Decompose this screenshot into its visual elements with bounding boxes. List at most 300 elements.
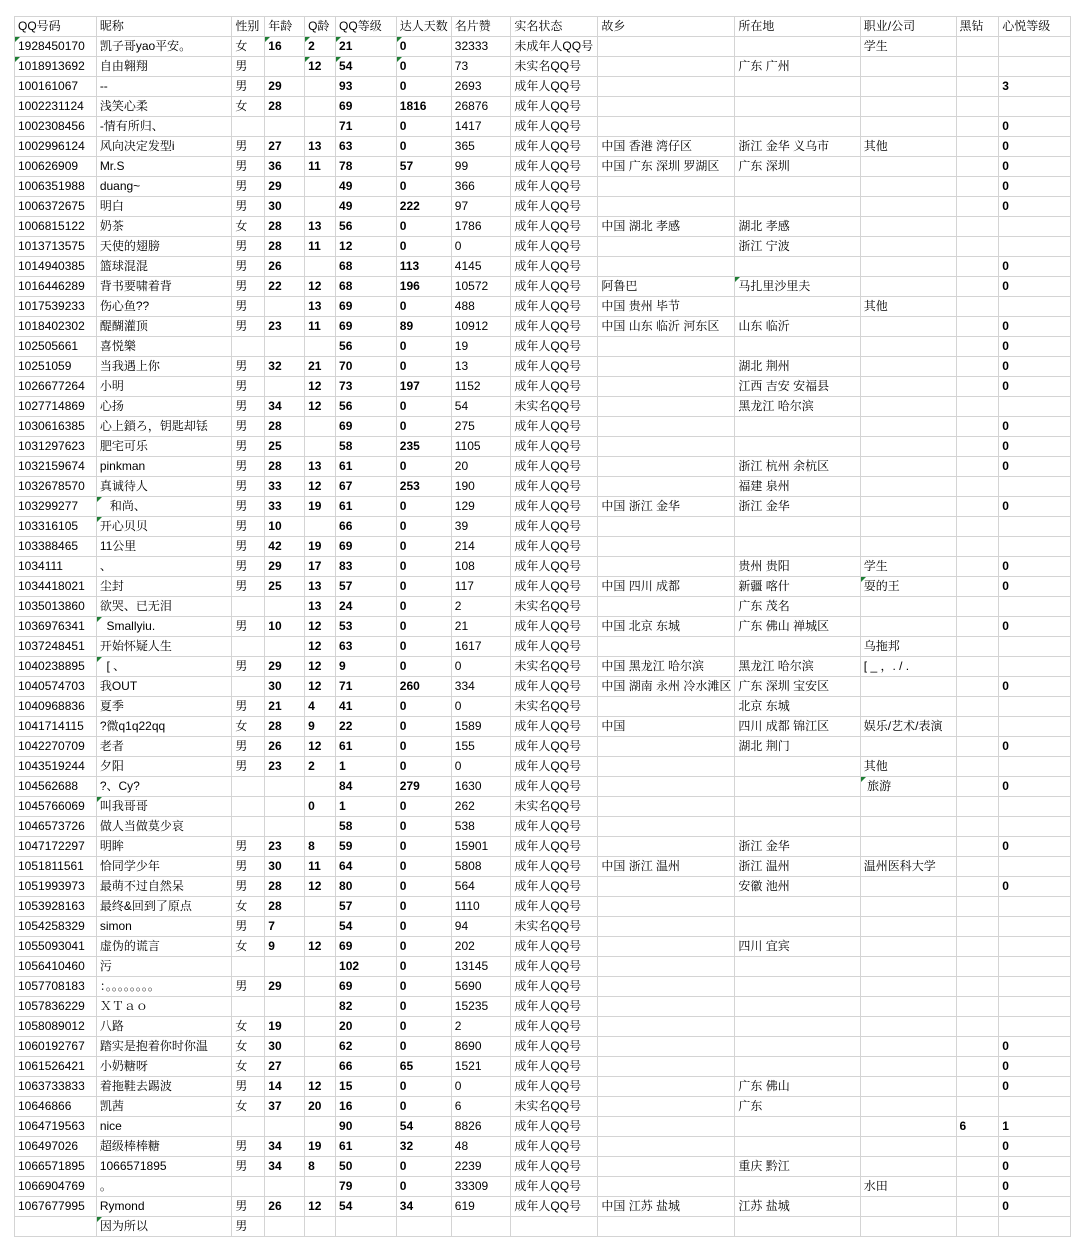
cell[interactable]: 0 — [999, 177, 1071, 197]
cell[interactable]: 阿鲁巴 — [598, 277, 735, 297]
cell[interactable]: 夏季 — [96, 697, 232, 717]
cell[interactable] — [956, 1077, 999, 1097]
cell[interactable]: 女 — [232, 1017, 265, 1037]
cell[interactable]: 男 — [232, 457, 265, 477]
column-header[interactable]: 实名状态 — [511, 17, 598, 37]
cell[interactable] — [735, 997, 860, 1017]
cell[interactable] — [999, 217, 1071, 237]
cell[interactable]: 39 — [451, 517, 511, 537]
cell[interactable] — [305, 977, 336, 997]
cell[interactable]: 58 — [336, 437, 397, 457]
cell[interactable]: 我OUT — [96, 677, 232, 697]
cell[interactable] — [860, 257, 956, 277]
cell[interactable]: 0 — [396, 1097, 451, 1117]
cell[interactable]: 成年人QQ号 — [511, 477, 598, 497]
cell[interactable]: 0 — [396, 337, 451, 357]
cell[interactable] — [956, 177, 999, 197]
cell[interactable]: 34 — [265, 1157, 305, 1177]
cell[interactable]: 26 — [265, 257, 305, 277]
column-header[interactable]: QQ号码 — [15, 17, 97, 37]
cell[interactable]: 69 — [336, 537, 397, 557]
cell[interactable] — [265, 777, 305, 797]
column-header[interactable]: 心悦等级 — [999, 17, 1071, 37]
cell[interactable]: 成年人QQ号 — [511, 497, 598, 517]
cell[interactable] — [451, 1217, 511, 1237]
cell[interactable]: 男 — [232, 1077, 265, 1097]
cell[interactable]: 1026677264 — [15, 377, 97, 397]
cell[interactable]: 1046573726 — [15, 817, 97, 837]
cell[interactable] — [265, 797, 305, 817]
cell[interactable] — [735, 1017, 860, 1037]
cell[interactable]: ：。。。。。。。。 — [96, 977, 232, 997]
cell[interactable]: 1037248451 — [15, 637, 97, 657]
cell[interactable] — [860, 537, 956, 557]
cell[interactable] — [956, 477, 999, 497]
cell[interactable] — [860, 1037, 956, 1057]
cell[interactable]: 成年人QQ号 — [511, 757, 598, 777]
cell[interactable] — [956, 417, 999, 437]
cell[interactable]: 23 — [265, 757, 305, 777]
cell[interactable]: 48 — [451, 1137, 511, 1157]
cell[interactable]: 202 — [451, 937, 511, 957]
cell[interactable]: 488 — [451, 297, 511, 317]
cell[interactable]: 0 — [451, 757, 511, 777]
cell[interactable] — [860, 797, 956, 817]
cell[interactable]: 1786 — [451, 217, 511, 237]
cell[interactable]: 0 — [451, 657, 511, 677]
cell[interactable]: 0 — [396, 297, 451, 317]
cell[interactable] — [598, 97, 735, 117]
cell[interactable]: 未实名QQ号 — [511, 917, 598, 937]
cell[interactable] — [956, 77, 999, 97]
cell[interactable]: 0 — [999, 377, 1071, 397]
cell[interactable] — [956, 797, 999, 817]
cell[interactable] — [598, 937, 735, 957]
cell[interactable] — [999, 697, 1071, 717]
cell[interactable] — [735, 1137, 860, 1157]
cell[interactable]: 1589 — [451, 717, 511, 737]
cell[interactable]: 54 — [451, 397, 511, 417]
cell[interactable]: 1816 — [396, 97, 451, 117]
cell[interactable] — [598, 477, 735, 497]
cell[interactable]: 成年人QQ号 — [511, 897, 598, 917]
cell[interactable]: 6 — [451, 1097, 511, 1117]
cell[interactable]: 21 — [265, 697, 305, 717]
cell[interactable]: 1067677995 — [15, 1197, 97, 1217]
cell[interactable]: 成年人QQ号 — [511, 637, 598, 657]
cell[interactable]: 102 — [336, 957, 397, 977]
cell[interactable] — [860, 1017, 956, 1037]
cell[interactable]: 50 — [336, 1157, 397, 1177]
cell[interactable]: 25 — [265, 437, 305, 457]
cell[interactable]: 260 — [396, 677, 451, 697]
cell[interactable]: 未成年人QQ号 — [511, 37, 598, 57]
cell[interactable] — [232, 677, 265, 697]
cell[interactable]: 0 — [999, 557, 1071, 577]
cell[interactable]: 41 — [336, 697, 397, 717]
cell[interactable] — [956, 957, 999, 977]
cell[interactable] — [956, 297, 999, 317]
cell[interactable] — [956, 977, 999, 997]
cell[interactable]: 63 — [336, 137, 397, 157]
cell[interactable] — [735, 1117, 860, 1137]
cell[interactable]: 93 — [336, 77, 397, 97]
cell[interactable]: 成年人QQ号 — [511, 237, 598, 257]
cell[interactable]: 21 — [451, 617, 511, 637]
cell[interactable]: 69 — [336, 937, 397, 957]
cell[interactable]: 0 — [396, 457, 451, 477]
cell[interactable]: 0 — [999, 497, 1071, 517]
cell[interactable]: 未实名QQ号 — [511, 797, 598, 817]
cell[interactable] — [860, 737, 956, 757]
cell[interactable] — [956, 577, 999, 597]
cell[interactable] — [735, 37, 860, 57]
cell[interactable]: 97 — [451, 197, 511, 217]
cell[interactable]: 54 — [336, 57, 397, 77]
cell[interactable] — [232, 997, 265, 1017]
cell[interactable] — [956, 557, 999, 577]
cell[interactable]: 9 — [265, 937, 305, 957]
cell[interactable] — [598, 1117, 735, 1137]
cell[interactable]: 69 — [336, 977, 397, 997]
cell[interactable] — [735, 77, 860, 97]
cell[interactable]: 13 — [305, 597, 336, 617]
cell[interactable] — [598, 1157, 735, 1177]
cell[interactable]: 49 — [336, 177, 397, 197]
cell[interactable]: 男 — [232, 137, 265, 157]
cell[interactable]: 1036976341 — [15, 617, 97, 637]
cell[interactable] — [735, 537, 860, 557]
cell[interactable]: 0 — [396, 557, 451, 577]
cell[interactable]: 71 — [336, 117, 397, 137]
cell[interactable]: 10912 — [451, 317, 511, 337]
column-header[interactable]: 年龄 — [265, 17, 305, 37]
cell[interactable]: 57 — [396, 157, 451, 177]
cell[interactable]: 1060192767 — [15, 1037, 97, 1057]
cell[interactable]: 中国 湖北 孝感 — [598, 217, 735, 237]
cell[interactable]: 12 — [305, 737, 336, 757]
cell[interactable] — [265, 1177, 305, 1197]
cell[interactable] — [860, 677, 956, 697]
cell[interactable] — [956, 777, 999, 797]
cell[interactable]: 17 — [305, 557, 336, 577]
cell[interactable]: 89 — [396, 317, 451, 337]
cell[interactable] — [956, 937, 999, 957]
cell[interactable]: 1057708183 — [15, 977, 97, 997]
cell[interactable] — [860, 617, 956, 637]
cell[interactable]: 279 — [396, 777, 451, 797]
cell[interactable]: 0 — [451, 697, 511, 717]
cell[interactable]: 未实名QQ号 — [511, 697, 598, 717]
cell[interactable]: 0 — [999, 137, 1071, 157]
cell[interactable]: 564 — [451, 877, 511, 897]
cell[interactable]: 浙江 金华 — [735, 837, 860, 857]
cell[interactable] — [265, 1117, 305, 1137]
cell[interactable] — [860, 97, 956, 117]
cell[interactable]: 334 — [451, 677, 511, 697]
cell[interactable]: 成年人QQ号 — [511, 157, 598, 177]
cell[interactable]: 1521 — [451, 1057, 511, 1077]
cell[interactable] — [999, 97, 1071, 117]
cell[interactable]: 79 — [336, 1177, 397, 1197]
cell[interactable]: 未实名QQ号 — [511, 397, 598, 417]
cell[interactable]: 其他 — [860, 297, 956, 317]
cell[interactable]: 22 — [265, 277, 305, 297]
cell[interactable]: 做人当做莫少哀 — [96, 817, 232, 837]
cell[interactable]: 中国 浙江 金华 — [598, 497, 735, 517]
cell[interactable]: 8 — [305, 1157, 336, 1177]
cell[interactable]: 0 — [999, 1177, 1071, 1197]
cell[interactable]: 浙江 杭州 余杭区 — [735, 457, 860, 477]
cell[interactable]: 男 — [232, 257, 265, 277]
cell[interactable] — [860, 437, 956, 457]
cell[interactable]: 34 — [265, 397, 305, 417]
cell[interactable]: 1014940385 — [15, 257, 97, 277]
cell[interactable]: 56 — [336, 217, 397, 237]
cell[interactable] — [735, 1037, 860, 1057]
cell[interactable]: 0 — [451, 1077, 511, 1097]
cell[interactable]: 0 — [396, 637, 451, 657]
cell[interactable]: 男 — [232, 1157, 265, 1177]
cell[interactable]: 56 — [336, 337, 397, 357]
cell[interactable]: 成年人QQ号 — [511, 457, 598, 477]
cell[interactable]: 喜悦樂 — [96, 337, 232, 357]
cell[interactable]: 1066571895 — [15, 1157, 97, 1177]
cell[interactable] — [956, 97, 999, 117]
cell[interactable] — [598, 697, 735, 717]
cell[interactable]: 天使的翅膀 — [96, 237, 232, 257]
cell[interactable] — [860, 497, 956, 517]
cell[interactable]: 1047172297 — [15, 837, 97, 857]
cell[interactable]: 0 — [999, 677, 1071, 697]
cell[interactable]: 28 — [265, 97, 305, 117]
cell[interactable] — [735, 337, 860, 357]
cell[interactable]: 伤心鱼?? — [96, 297, 232, 317]
cell[interactable]: 275 — [451, 417, 511, 437]
cell[interactable]: 0 — [396, 57, 451, 77]
cell[interactable] — [598, 57, 735, 77]
cell[interactable]: 28 — [265, 217, 305, 237]
cell[interactable]: 广东 深圳 宝安区 — [735, 677, 860, 697]
cell[interactable]: 190 — [451, 477, 511, 497]
cell[interactable]: 男 — [232, 857, 265, 877]
cell[interactable]: 15235 — [451, 997, 511, 1017]
cell[interactable]: 成年人QQ号 — [511, 857, 598, 877]
cell[interactable] — [999, 637, 1071, 657]
cell[interactable]: 0 — [396, 397, 451, 417]
cell[interactable] — [999, 897, 1071, 917]
cell[interactable]: 103316105 — [15, 517, 97, 537]
cell[interactable] — [305, 777, 336, 797]
cell[interactable]: 成年人QQ号 — [511, 317, 598, 337]
cell[interactable]: 27 — [265, 137, 305, 157]
cell[interactable]: 1040968836 — [15, 697, 97, 717]
cell[interactable] — [956, 497, 999, 517]
cell[interactable]: 0 — [999, 617, 1071, 637]
cell[interactable] — [598, 957, 735, 977]
cell[interactable] — [860, 1057, 956, 1077]
cell[interactable] — [860, 417, 956, 437]
cell[interactable]: 1152 — [451, 377, 511, 397]
cell[interactable] — [305, 997, 336, 1017]
cell[interactable]: 恰同学少年 — [96, 857, 232, 877]
cell[interactable]: 成年人QQ号 — [511, 297, 598, 317]
cell[interactable]: 0 — [396, 897, 451, 917]
cell[interactable]: 13 — [305, 297, 336, 317]
cell[interactable] — [265, 957, 305, 977]
cell[interactable] — [265, 377, 305, 397]
cell[interactable]: 30 — [265, 677, 305, 697]
cell[interactable]: 12 — [305, 637, 336, 657]
cell[interactable]: 0 — [396, 817, 451, 837]
cell[interactable]: 叫我哥哥 — [96, 797, 232, 817]
cell[interactable] — [232, 777, 265, 797]
cell[interactable]: duang~ — [96, 177, 232, 197]
cell[interactable]: 1051811561 — [15, 857, 97, 877]
cell[interactable]: 0 — [396, 1077, 451, 1097]
cell[interactable]: 0 — [396, 857, 451, 877]
cell[interactable]: 0 — [999, 837, 1071, 857]
cell[interactable]: 26876 — [451, 97, 511, 117]
cell[interactable]: 129 — [451, 497, 511, 517]
cell[interactable]: 0 — [999, 1157, 1071, 1177]
cell[interactable]: 女 — [232, 97, 265, 117]
cell[interactable] — [860, 477, 956, 497]
cell[interactable]: 0 — [396, 957, 451, 977]
cell[interactable] — [305, 77, 336, 97]
cell[interactable]: 1928450170 — [15, 37, 97, 57]
cell[interactable]: 成年人QQ号 — [511, 937, 598, 957]
cell[interactable]: 马扎里沙里夫 — [735, 277, 860, 297]
cell[interactable]: 成年人QQ号 — [511, 177, 598, 197]
cell[interactable]: 成年人QQ号 — [511, 817, 598, 837]
cell[interactable]: 男 — [232, 477, 265, 497]
cell[interactable] — [999, 237, 1071, 257]
cell[interactable]: 湖北 孝感 — [735, 217, 860, 237]
cell[interactable] — [956, 877, 999, 897]
cell[interactable]: 11 — [305, 157, 336, 177]
cell[interactable] — [232, 1177, 265, 1197]
cell[interactable]: 未实名QQ号 — [511, 657, 598, 677]
cell[interactable]: 4 — [305, 697, 336, 717]
cell[interactable] — [735, 197, 860, 217]
cell[interactable] — [598, 597, 735, 617]
cell[interactable]: 成年人QQ号 — [511, 417, 598, 437]
cell[interactable]: 成年人QQ号 — [511, 877, 598, 897]
cell[interactable]: [ 、 — [96, 657, 232, 677]
cell[interactable]: 新疆 喀什 — [735, 577, 860, 597]
cell[interactable]: 63 — [336, 637, 397, 657]
cell[interactable] — [598, 1217, 735, 1237]
cell[interactable]: 旅游 — [860, 777, 956, 797]
cell[interactable]: 水田 — [860, 1177, 956, 1197]
cell[interactable]: 成年人QQ号 — [511, 137, 598, 157]
cell[interactable]: 235 — [396, 437, 451, 457]
cell[interactable]: 成年人QQ号 — [511, 677, 598, 697]
cell[interactable]: 12 — [305, 57, 336, 77]
cell[interactable]: 1017539233 — [15, 297, 97, 317]
cell[interactable] — [860, 817, 956, 837]
cell[interactable]: 37 — [265, 1097, 305, 1117]
cell[interactable]: 八路 — [96, 1017, 232, 1037]
cell[interactable] — [336, 1217, 397, 1237]
cell[interactable]: 21 — [336, 37, 397, 57]
cell[interactable] — [735, 517, 860, 537]
cell[interactable] — [598, 77, 735, 97]
cell[interactable]: 12 — [305, 397, 336, 417]
cell[interactable]: 0 — [999, 337, 1071, 357]
cell[interactable]: 1016446289 — [15, 277, 97, 297]
cell[interactable]: 56 — [336, 397, 397, 417]
cell[interactable]: 四川 成都 锦江区 — [735, 717, 860, 737]
cell[interactable]: 未实名QQ号 — [511, 1097, 598, 1117]
cell[interactable] — [999, 997, 1071, 1017]
cell[interactable] — [598, 757, 735, 777]
cell[interactable]: 70 — [336, 357, 397, 377]
cell[interactable]: 10 — [265, 517, 305, 537]
cell[interactable] — [860, 1217, 956, 1237]
cell[interactable] — [999, 537, 1071, 557]
cell[interactable]: 34 — [265, 1137, 305, 1157]
cell[interactable]: 广东 茂名 — [735, 597, 860, 617]
cell[interactable]: 13 — [305, 217, 336, 237]
cell[interactable] — [956, 657, 999, 677]
cell[interactable]: 16 — [265, 37, 305, 57]
cell[interactable]: 0 — [396, 137, 451, 157]
cell[interactable]: 20 — [451, 457, 511, 477]
cell[interactable] — [305, 1057, 336, 1077]
cell[interactable]: 68 — [336, 277, 397, 297]
cell[interactable] — [305, 517, 336, 537]
cell[interactable]: 肥宅可乐 — [96, 437, 232, 457]
cell[interactable]: 54 — [336, 917, 397, 937]
cell[interactable] — [598, 537, 735, 557]
cell[interactable] — [956, 317, 999, 337]
cell[interactable] — [860, 897, 956, 917]
cell[interactable] — [956, 637, 999, 657]
cell[interactable]: 113 — [396, 257, 451, 277]
cell[interactable]: 68 — [336, 257, 397, 277]
cell[interactable] — [956, 617, 999, 637]
cell[interactable]: 1043519244 — [15, 757, 97, 777]
cell[interactable]: 0 — [396, 797, 451, 817]
cell[interactable]: 黑龙江 哈尔滨 — [735, 657, 860, 677]
cell[interactable]: 366 — [451, 177, 511, 197]
cell[interactable] — [232, 797, 265, 817]
cell[interactable]: 0 — [396, 497, 451, 517]
cell[interactable] — [956, 697, 999, 717]
cell[interactable] — [232, 337, 265, 357]
cell[interactable] — [232, 957, 265, 977]
cell[interactable]: 0 — [999, 1057, 1071, 1077]
cell[interactable] — [598, 177, 735, 197]
cell[interactable]: 成年人QQ号 — [511, 957, 598, 977]
cell[interactable]: 12 — [305, 1077, 336, 1097]
cell[interactable]: 温州医科大学 — [860, 857, 956, 877]
cell[interactable]: 73 — [336, 377, 397, 397]
cell[interactable]: 0 — [305, 797, 336, 817]
cell[interactable] — [598, 917, 735, 937]
cell[interactable] — [999, 657, 1071, 677]
cell[interactable]: 0 — [999, 577, 1071, 597]
cell[interactable] — [598, 237, 735, 257]
cell[interactable]: 男 — [232, 757, 265, 777]
cell[interactable] — [956, 197, 999, 217]
cell[interactable]: 100161067 — [15, 77, 97, 97]
cell[interactable]: 1002308456 — [15, 117, 97, 137]
cell[interactable]: 当我遇上你 — [96, 357, 232, 377]
cell[interactable]: 中国 湖南 永州 冷水滩区 — [598, 677, 735, 697]
